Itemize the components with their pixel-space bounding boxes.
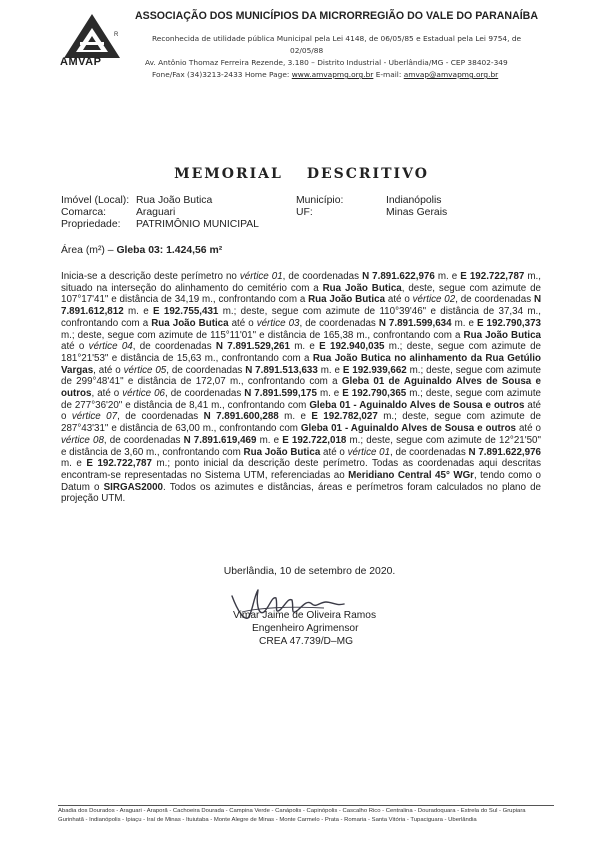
title-word-2: DESCRITIVO [306, 166, 429, 182]
description-paragraph [61, 271, 541, 505]
body-run: N 7.891.529,261 [215, 341, 290, 353]
body-run: m. e [451, 317, 477, 329]
body-run: , de coordenadas [117, 411, 204, 423]
body-run: N 7.891.600,288 [203, 411, 279, 423]
body-run: vértice 06 [122, 388, 165, 400]
email-prefix: E-mail: [373, 70, 404, 79]
body-run: Rua João Butica [463, 329, 541, 341]
body-run: E 192.782,027 [311, 411, 378, 423]
footer-municipalities-line-1: Abadia dos Dourados - Araguari - Araporã - Cachoeira Dourada - Campina Verde - Canápolis - Capinópolis - Cascalho Rico - Centralina - Douradoquara - Estrela do Sul - Grupiara [58, 808, 526, 814]
body-run: Meridiano Central 45° WGr [348, 469, 474, 481]
logo-text: AMVAP [60, 56, 102, 68]
body-run: Rua João Butica [151, 317, 229, 329]
body-run: N 7.891.599,175 [244, 388, 317, 400]
org-name: ASSOCIAÇÃO DOS MUNICÍPIOS DA MICRORREGIÃO DO VALE DO PARANAÍBA [135, 10, 538, 22]
body-run: até o [516, 423, 541, 435]
body-run: , de coordenadas [103, 434, 184, 446]
body-run: m.; deste, segue com azimute de 115°11'01" e distância de 165,38 m., confrontando com a [61, 329, 464, 341]
body-run: Gleba 01 - Aguinaldo Alves de Sousa e outros [309, 399, 525, 411]
date-line: Uberlândia, 10 de setembro de 2020. [223, 566, 396, 577]
body-run: vértice 03 [256, 317, 300, 329]
body-run: até o [61, 399, 541, 423]
property-value: Rua João Butica [136, 195, 213, 206]
area-line: Área (m²) – Gleba 03: 1.424,56 m² [61, 245, 223, 256]
body-run: m.; deste, segue com azimute de 181°21'53" e distância de 15,63 m., confrontando com a [61, 341, 541, 364]
body-run: m. e [61, 458, 87, 470]
body-run: Rua João Butica [243, 446, 321, 458]
district-value: Araguari [136, 207, 176, 218]
body-run: vértice 01 [239, 271, 283, 282]
body-run: E 192.722,018 [282, 434, 347, 446]
municipality-label: Município: [296, 195, 344, 206]
area-plot: Gleba 03 [116, 245, 160, 256]
state-value: Minas Gerais [386, 207, 448, 218]
body-run: até o [61, 341, 89, 353]
body-run: , de coordenadas [165, 388, 245, 400]
body-run: Rua João Butica [322, 282, 402, 294]
body-run: m. e [434, 271, 461, 282]
municipality-value: Indianópolis [386, 195, 442, 206]
body-run: m.; deste, segue com azimute de 12°21'50" e distância de 3,60 m., confrontando com [61, 434, 541, 458]
body-run: , de coordenadas [282, 271, 363, 282]
contact-line [152, 70, 498, 79]
body-run: Rua João Butica [308, 294, 386, 306]
signer-name: Vimar Jaime de Oliveira Ramos [233, 610, 377, 621]
body-run: N 7.891.622,976 [468, 446, 541, 458]
body-run: vértice 08 [61, 434, 104, 446]
body-run: Gleba 01 - Aguinaldo Alves de Sousa e outros [300, 423, 517, 435]
body-run: m. e [317, 364, 343, 376]
body-run: , de coordenadas [132, 341, 216, 353]
registered-mark: R [114, 32, 119, 38]
body-run: Inicia-se a descrição deste perímetro no [61, 271, 240, 282]
area-label: Área (m²) – [61, 245, 114, 256]
email-link[interactable]: amvap@amvapmg.org.br [403, 70, 499, 79]
website-link[interactable]: www.amvapmg.org.br [291, 70, 374, 79]
body-run: vértice 05 [123, 364, 167, 376]
body-run: m.; deste, segue com azimute de 287°43'31" e distância de 63,00 m., confrontando com [61, 411, 541, 435]
body-run: E 192.939,662 [342, 364, 407, 376]
footer-divider [58, 805, 554, 806]
body-run: , tendo como o Datum o [61, 469, 541, 493]
body-run: vértice 02 [412, 294, 456, 306]
body-run: , até o [93, 364, 124, 376]
body-run: , de coordenadas [299, 317, 379, 329]
owner-label: Propriedade: [61, 219, 121, 230]
body-run: m.; deste, segue com azimute de 110°39'46" e distância de 37,34 m., confrontando com a [61, 306, 541, 329]
body-run: Gleba 01 de Aguinaldo Alves de Sousa e outros [61, 376, 541, 400]
body-run: , deste, segue com azimute de 107°17'41" e distância de 34,19 m., confrontando com a [61, 282, 541, 306]
body-run: Rua João Butica no alinhamento da Rua Getúlio Vargas [61, 352, 541, 376]
body-run: E 192.722,787 [460, 271, 525, 282]
document-title [0, 166, 603, 182]
contact-prefix: Fone/Fax (34)3213-2433 Home Page: [152, 70, 292, 79]
body-run: E 192.940,035 [319, 341, 385, 353]
body-run: . Todos os azimutes e distâncias, áreas e perímetros foram calculados no plano de projeção UTM. [61, 481, 542, 505]
body-run: , até o [91, 388, 123, 400]
body-run: até o [228, 317, 257, 329]
body-run: SIRGAS2000 [103, 481, 163, 493]
recognition-line-2: 02/05/88 [290, 46, 324, 55]
body-run: m. e [316, 388, 343, 400]
body-run: E 192.722,787 [86, 458, 152, 470]
signer-role: Engenheiro Agrimensor [252, 623, 359, 634]
body-run: m. e [289, 341, 320, 353]
footer-municipalities-line-2: Gurinhatã - Indianópolis - Ipiaçu - Iraí de Minas - Ituiutaba - Monte Alegre de Minas - Monte Carmelo - Prata - Romaria - Santa Vitória - Tupaciguara - Uberlândia [58, 817, 477, 823]
recognition-line-1: Reconhecida de utilidade pública Municipal pela Lei 4148, de 06/05/85 e Estadual pela Lei 9754, de [152, 34, 522, 43]
owner-value: PATRIMÔNIO MUNICIPAL [136, 219, 259, 230]
body-run: até o [385, 294, 413, 306]
body-run: m.; deste, segue com azimute de 277°36'20" e distância de 8,41 m., confrontando com [61, 388, 541, 411]
body-run: N 7.891.612,812 [61, 294, 542, 318]
body-run: vértice 07 [71, 411, 118, 423]
property-label: Imóvel (Local): [61, 195, 130, 206]
body-run: N 7.891.599,634 [378, 317, 452, 329]
body-run: N 7.891.513,633 [245, 364, 318, 376]
signer-crea: CREA 47.739/D–MG [259, 636, 353, 647]
body-run: até o [320, 446, 348, 458]
body-run: N 7.891.619,469 [183, 434, 257, 446]
body-run: m. e [256, 434, 283, 446]
body-run: N 7.891.622,976 [362, 271, 435, 282]
body-run: m. e [278, 411, 312, 423]
address-line: Av. Antônio Thomaz Ferreira Rezende, 3.180 – Distrito Industrial - Uberlândia/MG - CEP 38402-349 [145, 58, 508, 67]
body-run: m., situado na interseção do alinhamento do cemitério com a [61, 271, 541, 294]
body-run: E 192.790,365 [342, 388, 407, 400]
area-value: 1.424,56 m² [166, 245, 223, 256]
body-run: vértice 01 [347, 446, 391, 458]
district-label: Comarca: [61, 207, 107, 218]
title-word-1: MEMORIAL [174, 166, 283, 182]
body-run: , de coordenadas [390, 446, 469, 458]
body-run: m. e [123, 306, 154, 318]
body-run: E 192.755,431 [153, 306, 219, 318]
body-run: , de coordenadas [455, 294, 534, 306]
body-run: vértice 04 [88, 341, 133, 353]
body-run: , de coordenadas [166, 364, 246, 376]
body-run: m.; ponto inicial da descrição deste perímetro. Todas as coordenadas aqui descritas encontram-se representadas no Sistema UTM, referenciadas ao [61, 458, 541, 481]
state-label: UF: [296, 207, 313, 218]
body-run: E 192.790,373 [476, 317, 541, 329]
body-run: m.; deste, segue com azimute de 299°48'41" e distância de 172,07 m., confrontando com a [61, 364, 541, 388]
